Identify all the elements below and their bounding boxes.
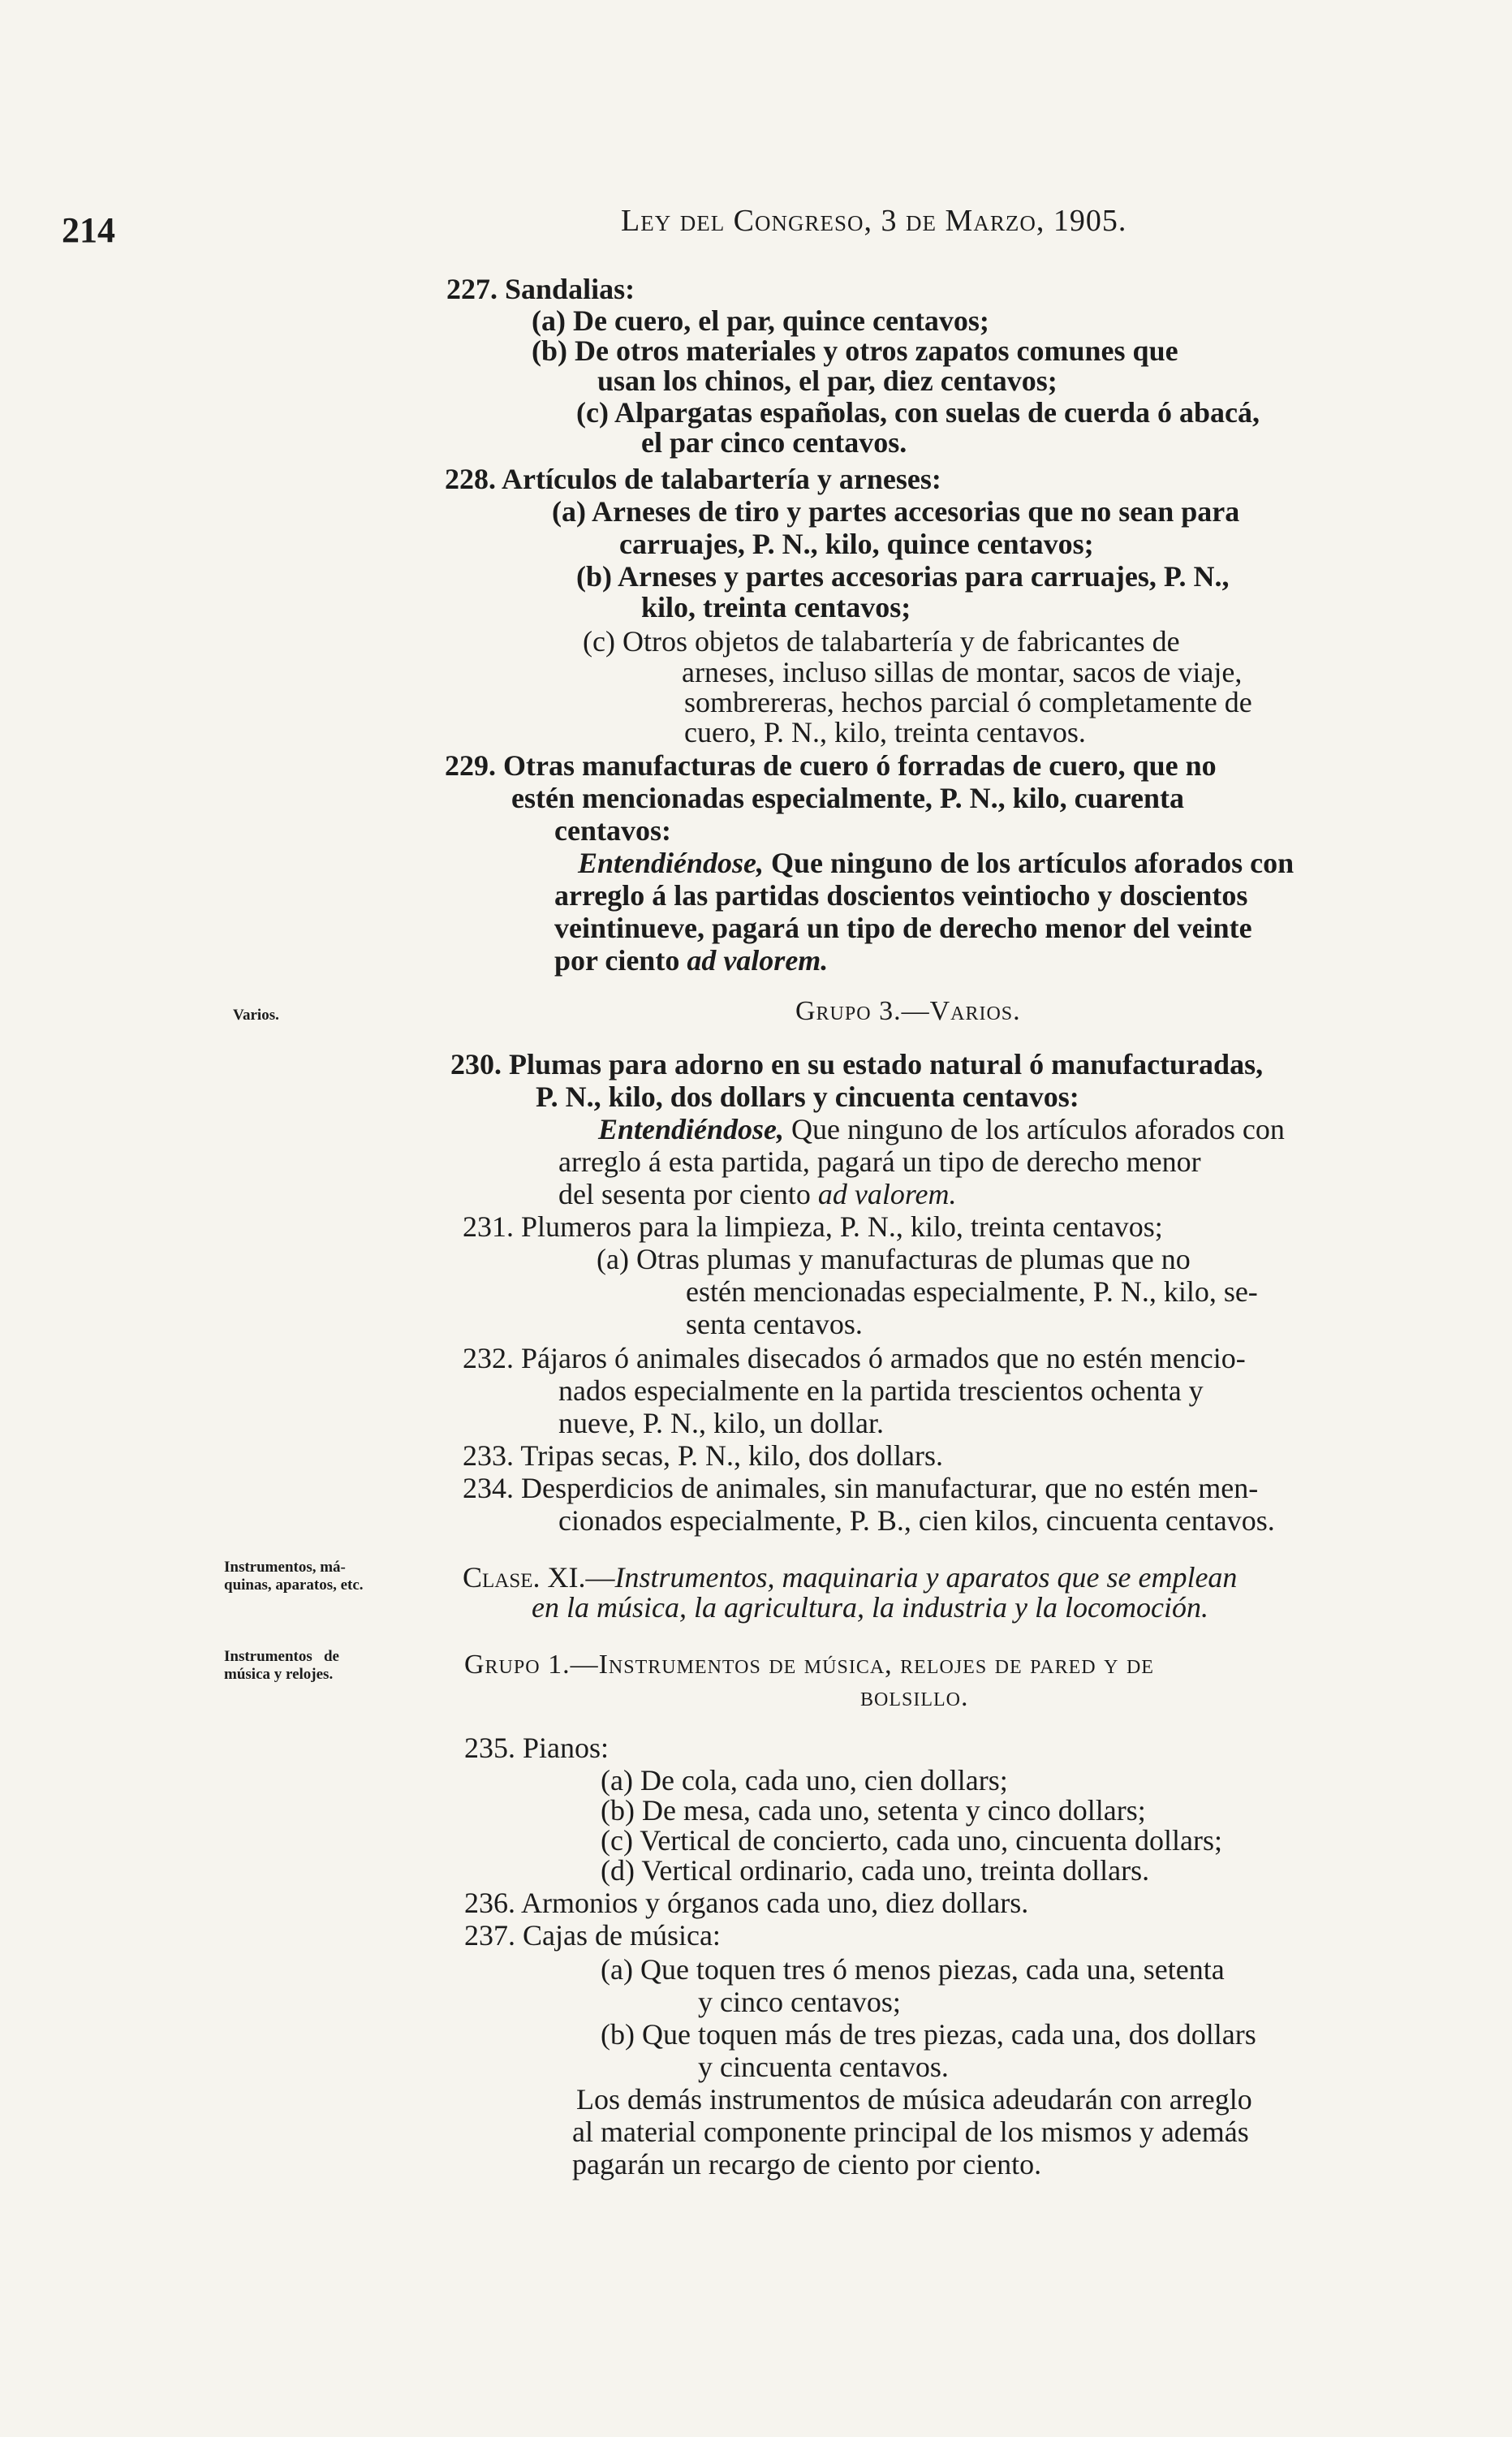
item-237-a: (a) Que toquen tres ó menos piezas, cada una, setenta xyxy=(601,1953,1225,1986)
page-number: 214 xyxy=(62,210,115,250)
item-229: 229. Otras manufacturas de cuero ó forradas de cuero, que no xyxy=(445,749,1217,782)
proviso-230-cont xyxy=(558,1180,957,1209)
item-235-d: (d) Vertical ordinario, cada uno, treinta dollars. xyxy=(601,1854,1150,1887)
item-230: 230. Plumas para adorno en su estado natural ó manufacturadas, xyxy=(450,1048,1264,1080)
item-235: 235. Pianos: xyxy=(464,1732,610,1764)
running-head: Ley del Congreso, 3 de Marzo, 1905. xyxy=(621,204,1127,238)
item-231-a-cont: senta centavos. xyxy=(686,1308,863,1340)
margin-note-varios: Varios. xyxy=(233,1007,279,1024)
item-227: 227. Sandalias: xyxy=(446,273,635,305)
item-228-b: (b) Arneses y partes accesorias para carruajes, P. N., xyxy=(576,560,1230,593)
item-231: 231. Plumeros para la limpieza, P. N., kilo, treinta centavos; xyxy=(463,1210,1163,1243)
proviso-230-cont: arreglo á esta partida, pagará un tipo de derecho menor xyxy=(558,1145,1201,1178)
closing-paragraph-cont: pagarán un recargo de ciento por ciento. xyxy=(572,2148,1042,2180)
item-229-cont: estén mencionadas especialmente, P. N., kilo, cuarenta xyxy=(511,782,1184,814)
item-228: 228. Artículos de talabartería y arneses: xyxy=(445,463,941,495)
margin-note-line: Instrumentos de xyxy=(224,1648,339,1665)
heading-clase-xi xyxy=(463,1563,1237,1592)
item-237: 237. Cajas de música: xyxy=(464,1919,721,1952)
margin-note-instr-musica xyxy=(224,1648,339,1684)
item-235-c: (c) Vertical de concierto, cada uno, cincuenta dollars; xyxy=(601,1824,1222,1857)
closing-paragraph: Los demás instrumentos de música adeudarán con arreglo xyxy=(576,2083,1252,2116)
item-231-a: (a) Otras plumas y manufacturas de plumas que no xyxy=(597,1243,1191,1275)
closing-paragraph-cont: al material componente principal de los mismos y además xyxy=(572,2116,1249,2148)
heading-grupo-3: Grupo 3.—Varios. xyxy=(795,996,1021,1026)
proviso-text: Que ninguno de los artículos aforados con xyxy=(764,847,1294,879)
item-230-cont: P. N., kilo, dos dollars y cincuenta centavos: xyxy=(536,1080,1079,1113)
margin-note-line: Instrumentos, má- xyxy=(224,1559,346,1576)
proviso-text: por ciento xyxy=(554,944,687,977)
item-227-b-cont: usan los chinos, el par, diez centavos; xyxy=(597,364,1058,397)
proviso-229-cont: veintinueve, pagará un tipo de derecho menor del veinte xyxy=(554,912,1252,944)
item-228-c: (c) Otros objetos de talabartería y de fabricantes de xyxy=(583,625,1180,658)
margin-note-line: quinas, aparatos, etc. xyxy=(224,1577,364,1594)
item-227-b: (b) De otros materiales y otros zapatos comunes que xyxy=(532,334,1178,367)
item-232-cont: nueve, P. N., kilo, un dollar. xyxy=(558,1407,884,1439)
item-227-a: (a) De cuero, el par, quince centavos; xyxy=(532,304,989,337)
item-228-c-cont: sombrereras, hechos parcial ó completamente de xyxy=(684,686,1252,718)
item-231-a-cont: estén mencionadas especialmente, P. N., kilo, se- xyxy=(686,1275,1258,1308)
item-228-c-cont: arneses, incluso sillas de montar, sacos de viaje, xyxy=(682,656,1243,688)
item-232: 232. Pájaros ó animales disecados ó armados que no estén mencio- xyxy=(463,1342,1246,1374)
proviso-230 xyxy=(598,1115,1285,1144)
item-228-c-cont: cuero, P. N., kilo, treinta centavos. xyxy=(684,716,1086,748)
proviso-229 xyxy=(578,848,1294,878)
heading-grupo-1: Grupo 1.—Instrumentos de música, relojes de pared y de xyxy=(464,1650,1154,1680)
heading-clase-xi-cont: en la música, la agricultura, la industria y la locomoción. xyxy=(532,1591,1208,1624)
clase-title: Instrumentos, maquinaria y aparatos que se emplean xyxy=(614,1561,1238,1594)
item-227-c-cont: el par cinco centavos. xyxy=(641,426,907,459)
proviso-keyword: Entendiéndose, xyxy=(578,847,765,879)
margin-note-instrumentos xyxy=(224,1559,364,1594)
item-237-b-cont: y cincuenta centavos. xyxy=(698,2051,949,2083)
item-236: 236. Armonios y órganos cada uno, diez dollars. xyxy=(464,1887,1029,1919)
item-234: 234. Desperdicios de animales, sin manufacturar, que no estén men- xyxy=(463,1472,1259,1504)
item-234-cont: cionados especialmente, P. B., cien kilos, cincuenta centavos. xyxy=(558,1504,1275,1537)
item-227-c: (c) Alpargatas españolas, con suelas de cuerda ó abacá, xyxy=(576,396,1260,429)
item-235-a: (a) De cola, cada uno, cien dollars; xyxy=(601,1764,1008,1796)
proviso-229-cont xyxy=(554,946,828,975)
item-228-b-cont: kilo, treinta centavos; xyxy=(641,591,911,623)
item-228-a-cont: carruajes, P. N., kilo, quince centavos; xyxy=(619,528,1094,560)
heading-grupo-1-cont: bolsillo. xyxy=(860,1682,969,1712)
item-237-b: (b) Que toquen más de tres piezas, cada una, dos dollars xyxy=(601,2018,1256,2051)
clase-label: Clase. XI.— xyxy=(463,1561,615,1594)
proviso-keyword: Entendiéndose, xyxy=(598,1113,785,1145)
proviso-latin: ad valorem. xyxy=(687,944,829,977)
item-228-a: (a) Arneses de tiro y partes accesorias que no sean para xyxy=(552,495,1240,528)
item-237-a-cont: y cinco centavos; xyxy=(698,1986,901,2018)
item-235-b: (b) De mesa, cada uno, setenta y cinco dollars; xyxy=(601,1794,1146,1827)
proviso-text: Que ninguno de los artículos aforados con xyxy=(784,1113,1285,1145)
proviso-229-cont: arreglo á las partidas doscientos veintiocho y doscientos xyxy=(554,879,1248,912)
proviso-text: del sesenta por ciento xyxy=(558,1178,818,1210)
margin-note-line: música y relojes. xyxy=(224,1666,334,1683)
proviso-latin: ad valorem. xyxy=(817,1178,957,1210)
item-233: 233. Tripas secas, P. N., kilo, dos dollars. xyxy=(463,1439,944,1472)
item-229-cont: centavos: xyxy=(554,814,671,847)
item-232-cont: nados especialmente en la partida trescientos ochenta y xyxy=(558,1374,1204,1407)
